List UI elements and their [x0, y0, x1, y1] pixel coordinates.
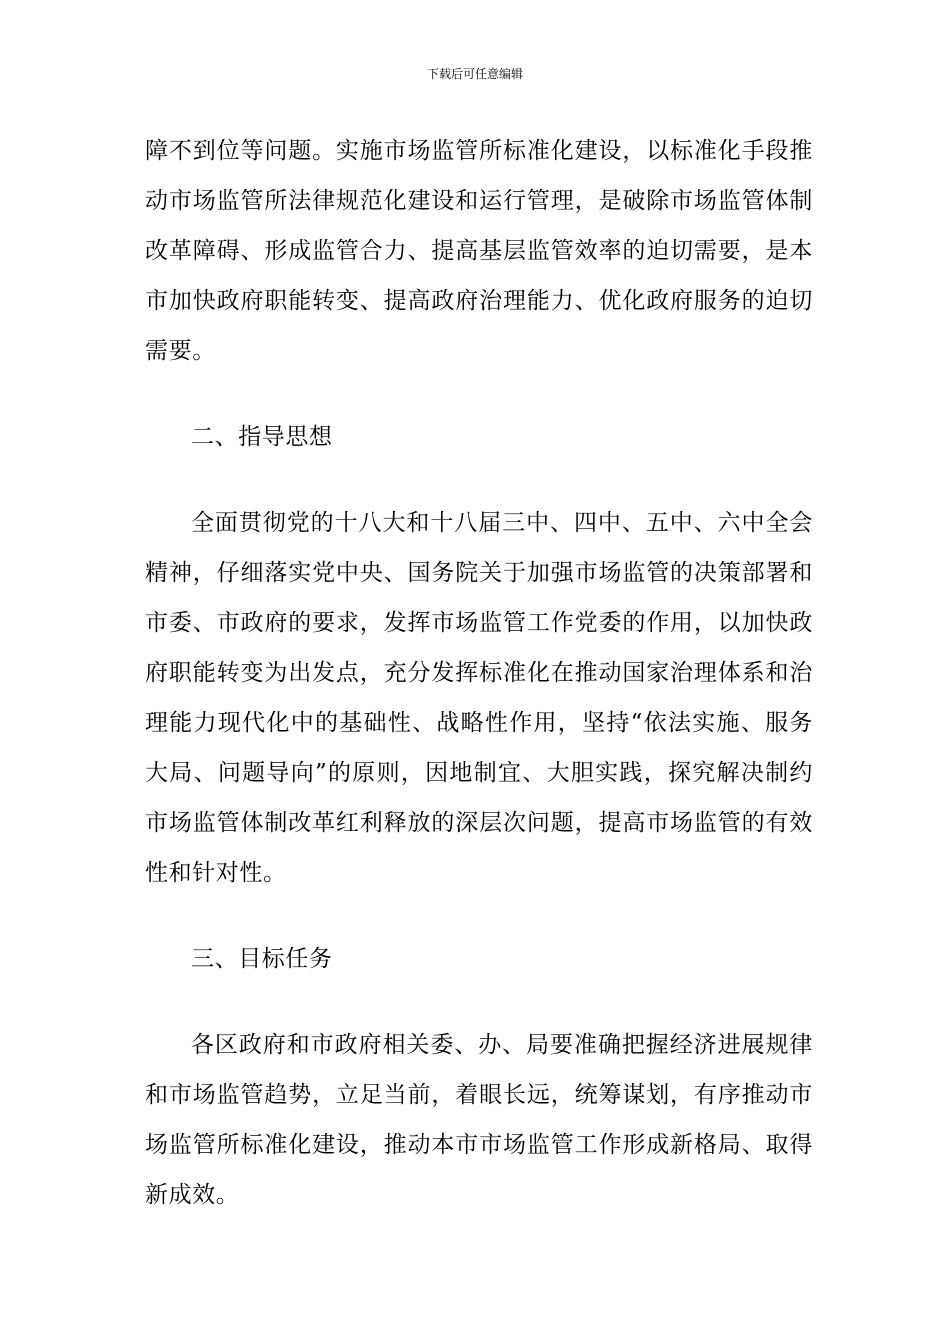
- document-body: [145, 126, 813, 1220]
- paragraph-guiding-thought: 全面贯彻党的十八大和十八届三中、四中、五中、六中全会精神，仔细落实党中央、国务院关于加强市场监管的决策部署和市委、市政府的要求，发挥市场监管工作党委的作用，以加快政府职能转变为出发点，充分发挥标准化在推动国家治理体系和治理能力现代化中的基础性、战略性作用，坚持“依法实施、服务大局、问题导向”的原则，因地制宜、大胆实践，探究解决制约市场监管体制改革红利释放的深层次问题，提高市场监管的有效性和针对性。: [145, 510, 813, 886]
- spacer: [145, 984, 813, 1020]
- section-heading-goals-tasks: 三、目标任务: [191, 946, 333, 972]
- spacer: [145, 376, 813, 412]
- section-heading-guiding-thought: 二、指导思想: [191, 424, 333, 450]
- paragraph-goals-tasks: 各区政府和市政府相关委、办、局要准确把握经济进展规律和市场监管趋势，立足当前，着眼长远，统筹谋划，有序推动市场监管所标准化建设，推动本市市场监管工作形成新格局、取得新成效。: [145, 1032, 813, 1208]
- spacer: [145, 462, 813, 498]
- spacer: [145, 898, 813, 934]
- paragraph-continued: 障不到位等问题。实施市场监管所标准化建设，以标准化手段推动市场监管所法律规范化建设和运行管理，是破除市场监管体制改革障碍、形成监管合力、提高基层监管效率的迫切需要，是本市加快政府职能转变、提高政府治理能力、优化政府服务的迫切需要。: [145, 138, 813, 364]
- page-header-note: 下载后可任意编辑: [426, 67, 523, 81]
